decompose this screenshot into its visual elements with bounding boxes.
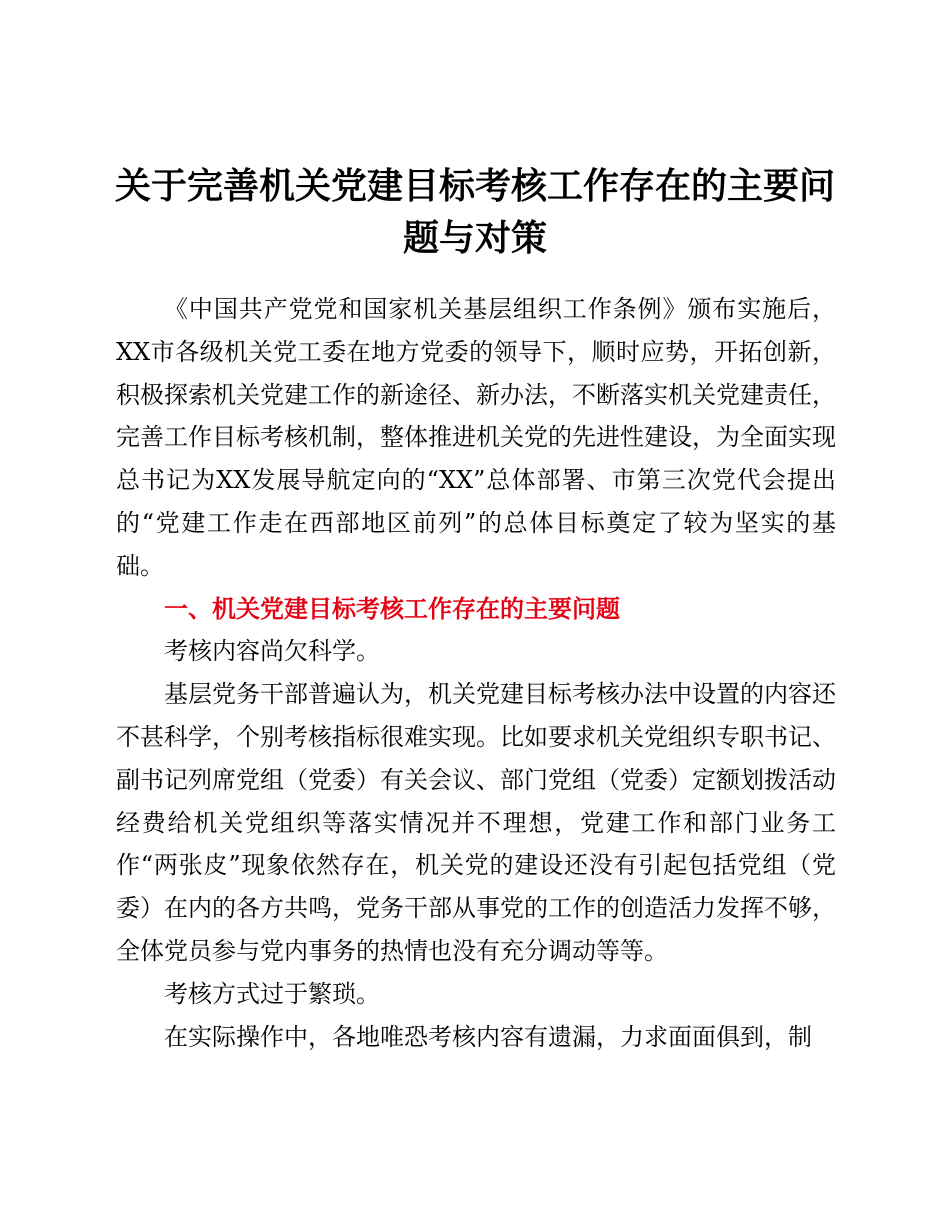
intro-paragraph: 《中国共产党党和国家机关基层组织工作条例》颁布实施后，XX市各级机关党工委在地方党委的领导下，顺时应势，开拓创新，积极探索机关党建工作的新途径、新办法，不断落实机关党建责任，完善工作目标考核机制，整体推进机关党的先进性建设，为全面实现总书记为XX发展导航定向的“XX”总体部署、市第三次党代会提出的“党建工作走在西部地区前列”的总体目标奠定了较为坚实的基础。 [116,295,836,580]
content-paragraph: 基层党务干部普遍认为，机关党建目标考核办法中设置的内容还不甚科学，个别考核指标很难实现。比如要求机关党组织专职书记、副书记列席党组（党委）有关会议、部门党组（党委）定额划拨活动经费给机关党组织等落实情况并不理想，党建工作和部门业务工作“两张皮”现象依然存在，机关党的建设还没有引起包括党组（党委）在内的各方共鸣，党务干部从事党的工作的创造活力发挥不够，全体党员参与党内事务的热情也没有充分调动等等。 [116,680,836,965]
subheading-method: 考核方式过于繁琐。 [164,979,380,1008]
section-heading: 一、机关党建目标考核工作存在的主要问题 [164,594,620,623]
document-body [116,288,836,1058]
method-paragraph: 在实际操作中，各地唯恐考核内容有遗漏，力求面面俱到，制 [164,1022,812,1051]
document-title: 关于完善机关党建目标考核工作存在的主要问题与对策 [114,165,835,259]
subheading-content: 考核内容尚欠科学。 [164,637,380,666]
